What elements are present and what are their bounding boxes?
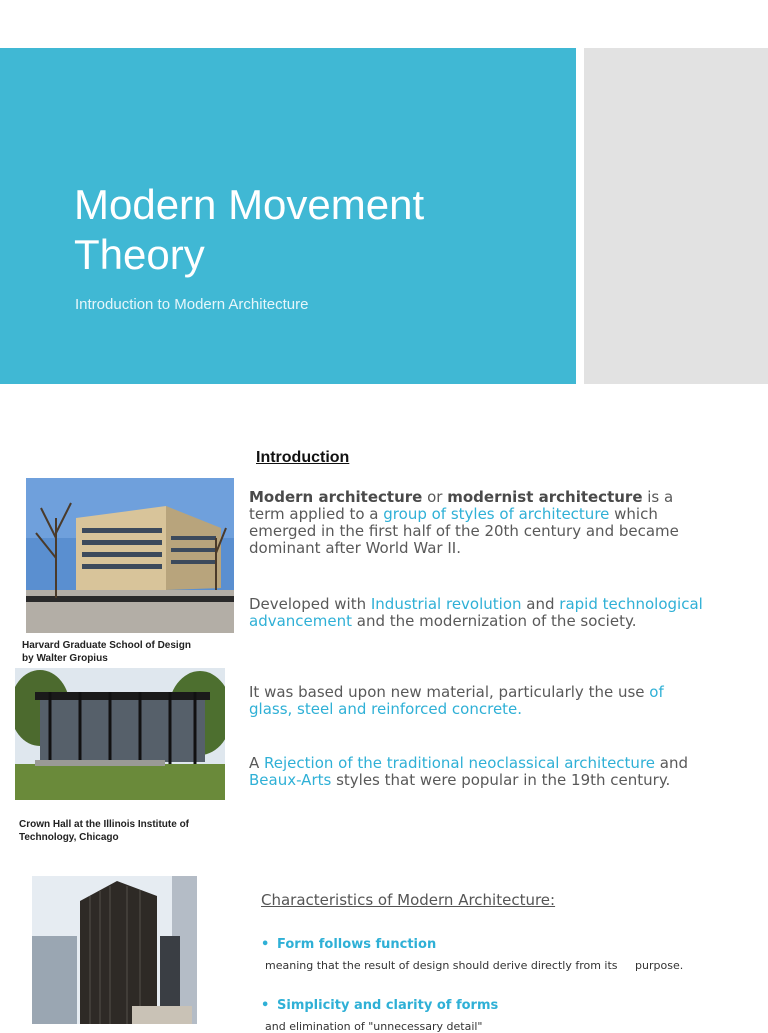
crown-hall-caption-line1: Crown Hall at the Illinois Institute of (19, 819, 190, 830)
text: which emerged in the first half of the 20th century and became dominant after World War II. (249, 505, 679, 557)
slide-title-line1: Modern Movement (74, 181, 425, 228)
slide-title (74, 180, 534, 280)
slide-subtitle: Introduction to Modern Architecture (75, 296, 309, 313)
paragraph-definition (249, 489, 709, 557)
text: and the modernization of the society. (352, 612, 637, 630)
term-modern-architecture: Modern architecture (249, 488, 423, 506)
bullet-simplicity (261, 998, 498, 1013)
harvard-caption-line2: by Walter Gropius (22, 653, 108, 664)
text: Developed with (249, 595, 371, 613)
harvard-caption-line1: Harvard Graduate School of Design (22, 640, 191, 651)
text: or (422, 488, 448, 506)
link-materials[interactable]: of glass, steel and reinforced concrete. (249, 683, 664, 718)
text: It was based upon new material, particularly the use (249, 683, 650, 701)
link-neoclassical-rejection[interactable]: Rejection of the traditional neoclassical architecture (264, 754, 656, 772)
seagram-building-photo (32, 876, 197, 1024)
characteristics-heading: Characteristics of Modern Architecture: (261, 891, 556, 909)
bullet-description: and elimination of "unnecessary detail" (265, 1020, 483, 1033)
text: is a term applied to a (249, 488, 674, 523)
bullet-label: Simplicity and clarity of forms (277, 998, 499, 1013)
text: and (521, 595, 560, 613)
link-industrial-revolution[interactable]: Industrial revolution (370, 595, 522, 613)
paragraph-development (249, 596, 709, 630)
paragraph-rejection (249, 755, 709, 789)
bullet-form-follows-function (261, 937, 436, 952)
term-modernist-architecture: modernist architecture (447, 488, 643, 506)
harvard-caption (22, 639, 191, 665)
bullet-description: meaning that the result of design should derive directly from its purpose. (265, 959, 684, 972)
text: A (249, 754, 265, 772)
text: and (655, 754, 689, 772)
title-slide-side-panel (584, 48, 768, 384)
link-technological-advancement[interactable]: rapid technological advancement (249, 595, 703, 630)
bullet-label: Form follows function (277, 937, 437, 952)
crown-hall-caption-line2: Technology, Chicago (19, 832, 119, 843)
text: styles that were popular in the 19th century. (331, 771, 671, 789)
bullet-marker: • (261, 937, 270, 952)
introduction-heading: Introduction (256, 449, 350, 466)
harvard-gsd-photo (26, 478, 234, 633)
slide-title-line2: Theory (74, 231, 205, 278)
paragraph-materials (249, 684, 709, 718)
link-beaux-arts[interactable]: Beaux-Arts (249, 771, 332, 789)
link-group-of-styles[interactable]: group of styles of architecture (383, 505, 610, 523)
crown-hall-caption (19, 818, 189, 844)
crown-hall-photo (15, 668, 225, 800)
bullet-marker: • (261, 998, 270, 1013)
